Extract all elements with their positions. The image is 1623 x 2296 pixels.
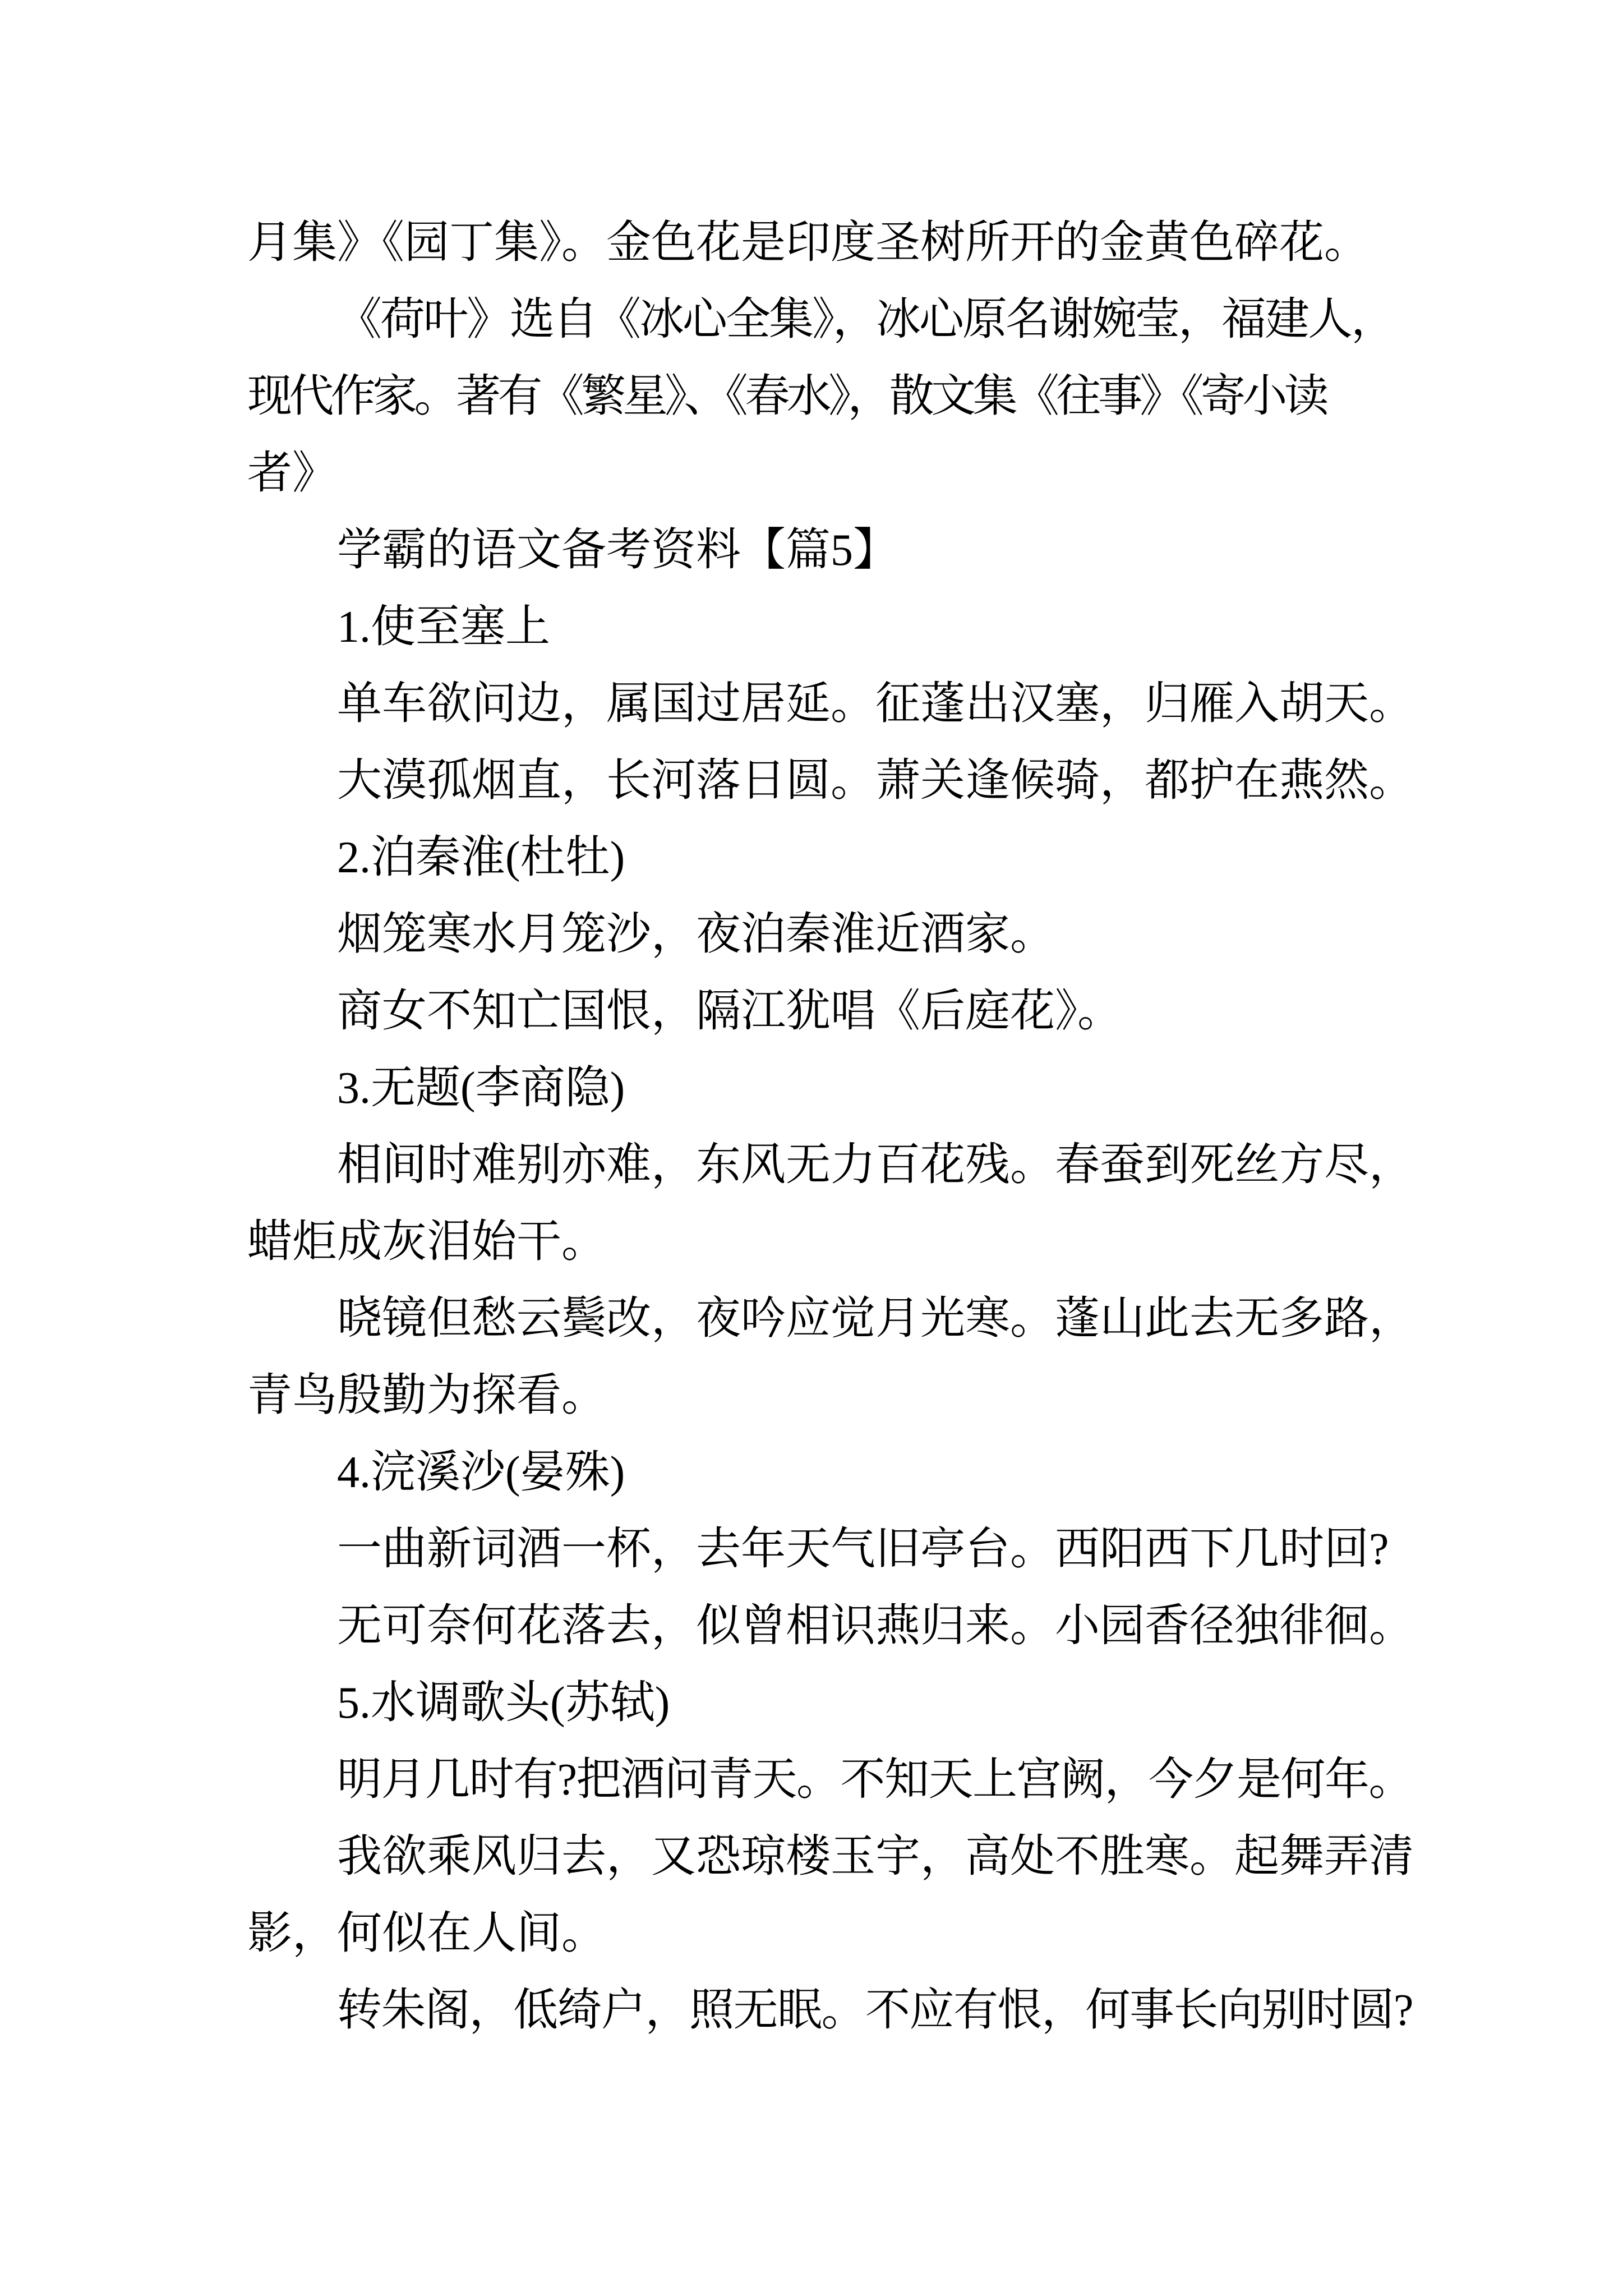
poem-paragraph	[247, 1819, 1415, 1972]
poem-line: 我欲乘风归去，又恐琼楼玉宇，高处不胜寒。起舞弄清	[337, 1832, 1414, 1881]
intro-paragraph	[247, 282, 1415, 512]
poem-line: 青鸟殷勤为探看。	[247, 1371, 606, 1420]
poem	[247, 1050, 1415, 1434]
intro-paragraph	[247, 205, 1415, 282]
poem-title: 1.使至塞上	[337, 602, 550, 652]
poem-line: 蜡炬成灰泪始干。	[247, 1217, 606, 1267]
poem-paragraph	[247, 666, 1415, 743]
poem-title: 4.浣溪沙(晏殊)	[337, 1448, 625, 1497]
poem-paragraph	[247, 973, 1415, 1050]
poem-line: 相间时难别亦难，东风无力百花残。春蚕到死丝方尽，	[337, 1140, 1414, 1190]
poem-paragraph	[247, 1742, 1415, 1819]
poem-line: 影，何似在人间。	[247, 1909, 606, 1958]
poem-line: 一曲新词酒一杯，去年天气旧亭台。西阳西下几时回?	[337, 1525, 1389, 1574]
paragraph-line: 现代作家。著有《繁星》、《春水》，散文集《往事》《寄小读	[247, 372, 1326, 421]
poem-paragraph	[247, 743, 1415, 820]
poem	[247, 589, 1415, 820]
poem-line: 转朱阁，低绮户，照无眠。不应有恨，何事长向别时圆?	[337, 1986, 1413, 2035]
poem-line: 单车欲问边，属国过居延。征蓬出汉塞，归雁入胡天。	[337, 679, 1414, 729]
poem	[247, 1434, 1415, 1665]
poem-paragraph	[247, 1588, 1415, 1665]
poem-line: 明月几时有?把酒问青天。不知天上宫阙，今夕是何年。	[337, 1755, 1413, 1805]
paragraph-line: 《荷叶》选自《冰心全集》，冰心原名谢婉莹，福建人，	[337, 295, 1394, 344]
poem-paragraph	[247, 1511, 1415, 1588]
section-title: 学霸的语文备考资料【篇5】	[337, 526, 898, 575]
poem-title: 2.泊秦淮(杜牡)	[337, 833, 625, 882]
poem-paragraph	[247, 1972, 1415, 2049]
paragraph-line: 者》	[247, 449, 337, 498]
poem-paragraph	[247, 1127, 1415, 1281]
poem-line: 大漠孤烟直，长河落日圆。萧关逢候骑，都护在燕然。	[337, 756, 1414, 806]
poem-paragraph	[247, 1281, 1415, 1434]
poem-paragraph	[247, 896, 1415, 973]
poem	[247, 820, 1415, 1050]
poem-line: 无可奈何花落去，似曾相识燕归来。小园香径独徘徊。	[337, 1602, 1414, 1651]
poem-line: 商女不知亡国恨，隔江犹唱《后庭花》。	[337, 987, 1122, 1036]
poem-line: 烟笼寒水月笼沙，夜泊秦淮近酒家。	[337, 910, 1055, 959]
poem	[247, 1665, 1415, 2049]
paragraph-line: 月集》《园丁集》。金色花是印度圣树所开的金黄色碎花。	[247, 218, 1369, 268]
page-body	[247, 205, 1415, 2049]
poem-title: 5.水调歌头(苏轼)	[337, 1678, 670, 1728]
poem-title: 3.无题(李商隐)	[337, 1064, 625, 1113]
poem-line: 晓镜但愁云鬓改，夜吟应觉月光寒。蓬山此去无多路，	[337, 1294, 1414, 1343]
